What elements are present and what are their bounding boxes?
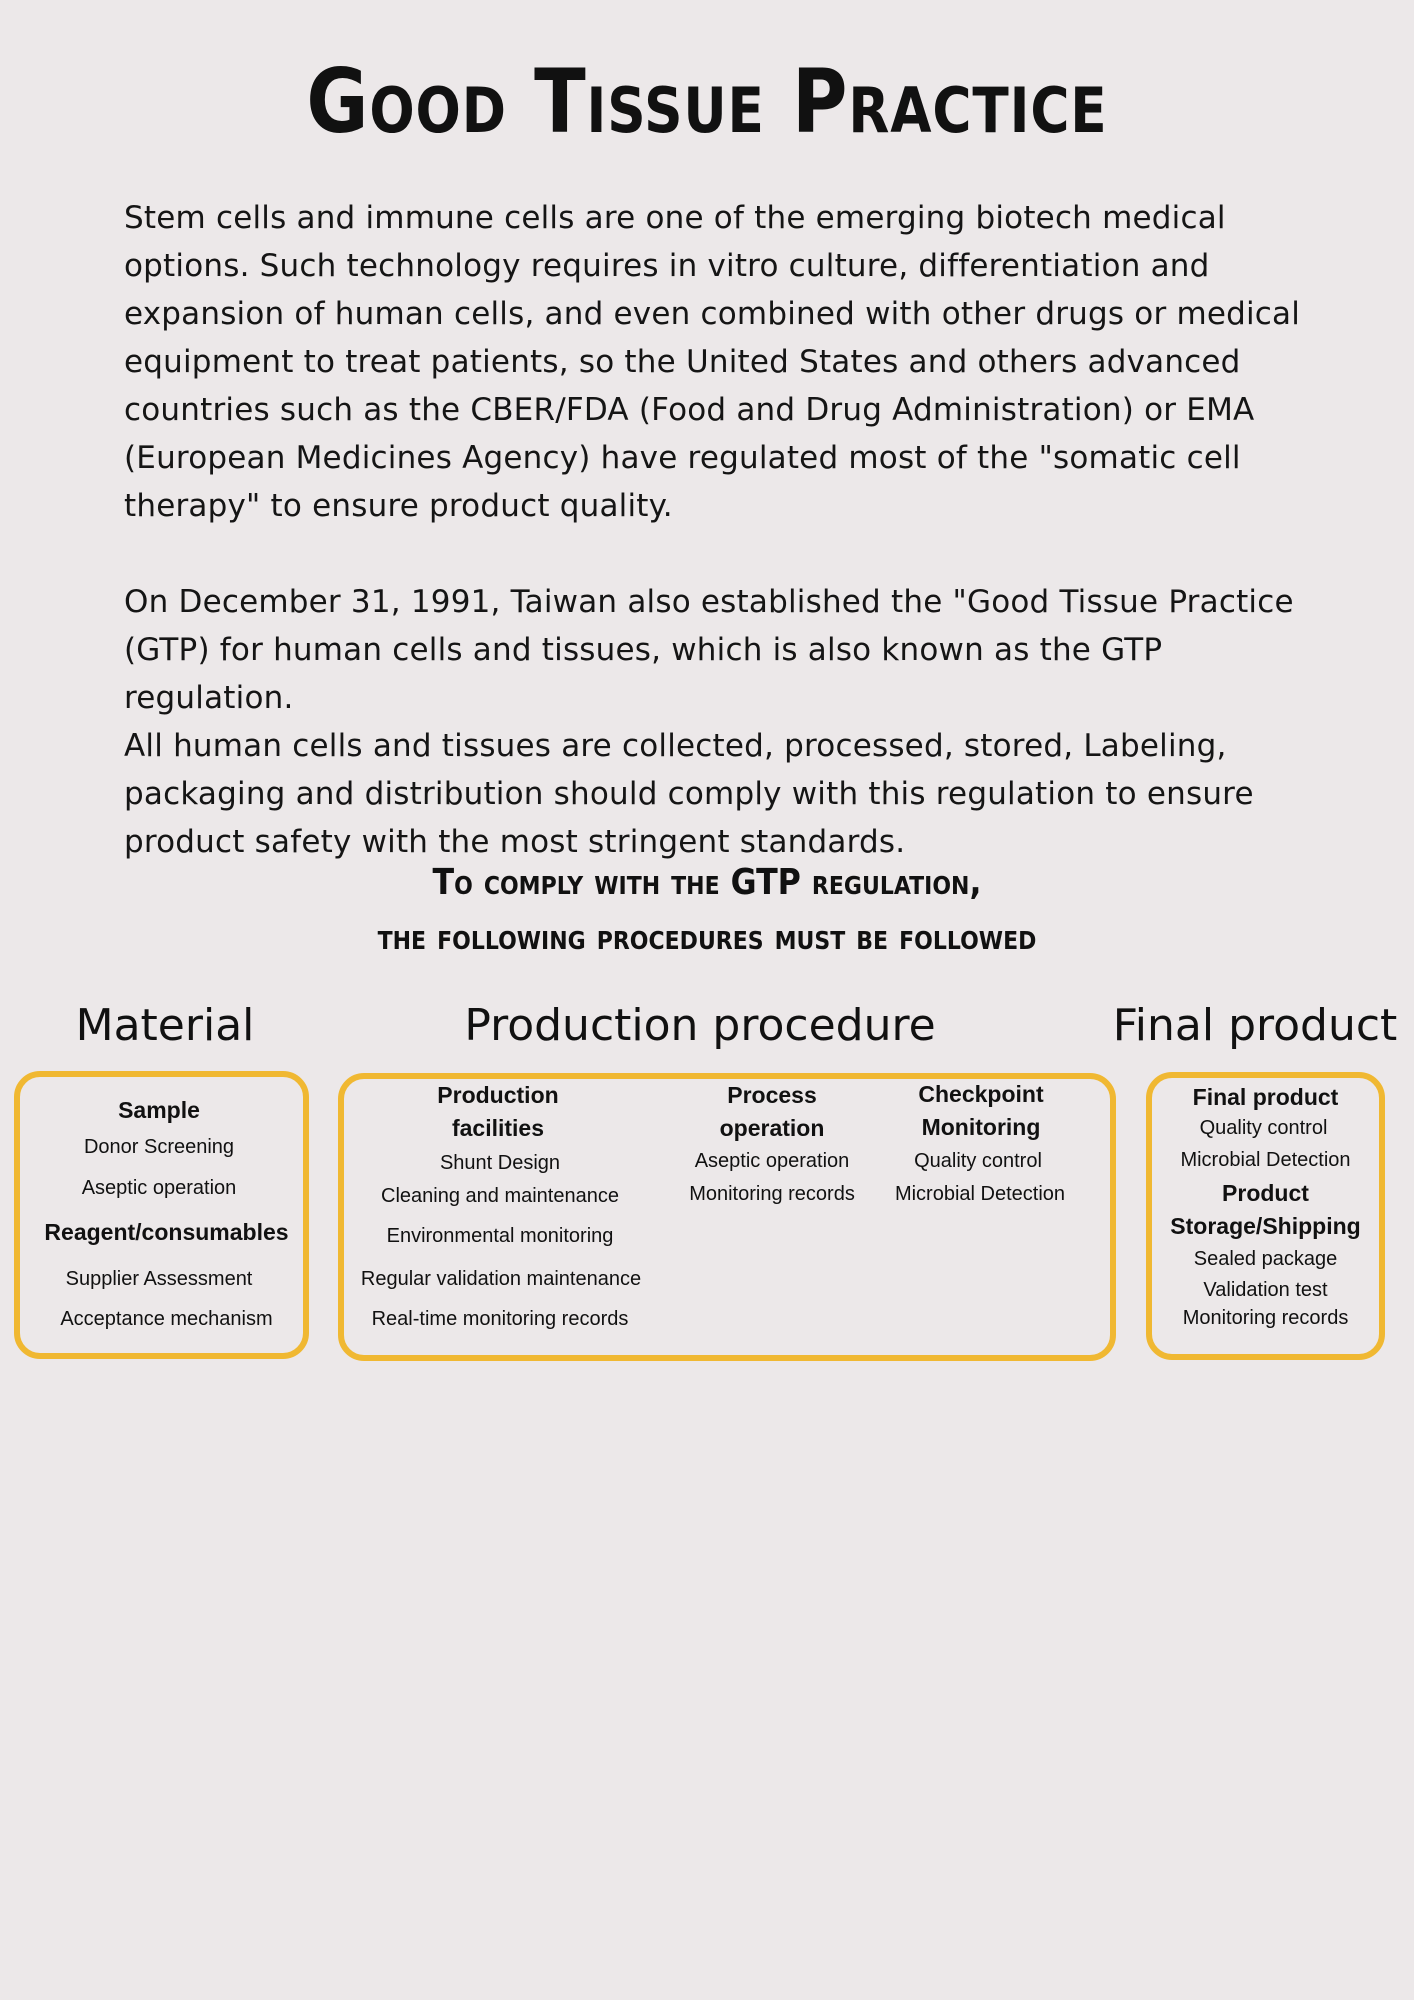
production-item: Cleaning and maintenance (381, 1185, 619, 1207)
production-item: Microbial Detection (894, 1183, 1066, 1205)
final-item: Sealed package (1193, 1248, 1338, 1270)
intro-line: countries such as the CBER/FDA (Food and Drug Administration) or EMA (124, 392, 1255, 428)
intro-line: expansion of human cells, and even combined with other drugs or medical (124, 296, 1301, 332)
intro-line: equipment to treat patients, so the United States and others advanced (124, 344, 1241, 380)
intro-line: options. Such technology requires in vitro culture, differentiation and (124, 248, 1210, 284)
material-item: Donor Screening (83, 1136, 235, 1158)
production-item: Environmental monitoring (386, 1225, 614, 1247)
reagent-heading: Reagent/consumables (44, 1219, 289, 1245)
production-item: Regular validation maintenance (360, 1268, 642, 1290)
production-item: Monitoring records (689, 1183, 855, 1205)
storage-heading: Product (1222, 1180, 1309, 1206)
production-item: Quality control (914, 1150, 1042, 1172)
history-line: All human cells and tissues are collected, processed, stored, Labeling, (124, 728, 1227, 764)
material-item: Supplier Assessment (65, 1268, 253, 1290)
procedures-subheading: the following procedures must be followed (377, 917, 1037, 958)
final-product-heading: Final product (1192, 1084, 1339, 1110)
checkpoint-heading: Checkpoint (918, 1081, 1044, 1107)
facilities-heading: Production (437, 1082, 559, 1108)
material-item: Acceptance mechanism (60, 1308, 273, 1330)
history-line: packaging and distribution should comply with this regulation to ensure (124, 776, 1254, 812)
procedures-subheading: To comply with the GTP regulation, (432, 862, 982, 903)
process-heading: Process (727, 1082, 817, 1108)
final-item: Microbial Detection (1180, 1149, 1351, 1171)
history-paragraph (124, 578, 1304, 866)
final-item: Validation test (1203, 1279, 1328, 1301)
production-item: Shunt Design (439, 1152, 561, 1174)
storage-heading: Storage/Shipping (1170, 1213, 1361, 1239)
history-line: (GTP) for human cells and tissues, which is also known as the GTP regulation. (124, 632, 1163, 716)
process-heading: operation (719, 1115, 825, 1141)
history-line: On December 31, 1991, Taiwan also established the "Good Tissue Practice (124, 584, 1294, 620)
history-line: product safety with the most stringent standards. (124, 824, 906, 860)
facilities-heading: facilities (451, 1115, 545, 1141)
production-title: Production procedure (464, 1000, 936, 1051)
material-item: Aseptic operation (81, 1177, 237, 1199)
material-title: Material (75, 1000, 255, 1051)
checkpoint-heading: Monitoring (921, 1114, 1041, 1140)
production-item: Aseptic operation (694, 1150, 850, 1172)
intro-line: (European Medicines Agency) have regulated most of the "somatic cell (124, 440, 1241, 476)
final-item: Monitoring records (1182, 1307, 1349, 1329)
final-product-title: Final product (1112, 1000, 1398, 1051)
page-title: Good Tissue Practice (306, 50, 1108, 153)
intro-line: Stem cells and immune cells are one of the emerging biotech medical (124, 200, 1226, 236)
intro-paragraph (124, 194, 1304, 530)
final-item: Quality control (1199, 1117, 1328, 1139)
sample-heading: Sample (118, 1097, 200, 1123)
production-item: Real-time monitoring records (371, 1308, 629, 1330)
intro-line: therapy" to ensure product quality. (124, 488, 673, 524)
